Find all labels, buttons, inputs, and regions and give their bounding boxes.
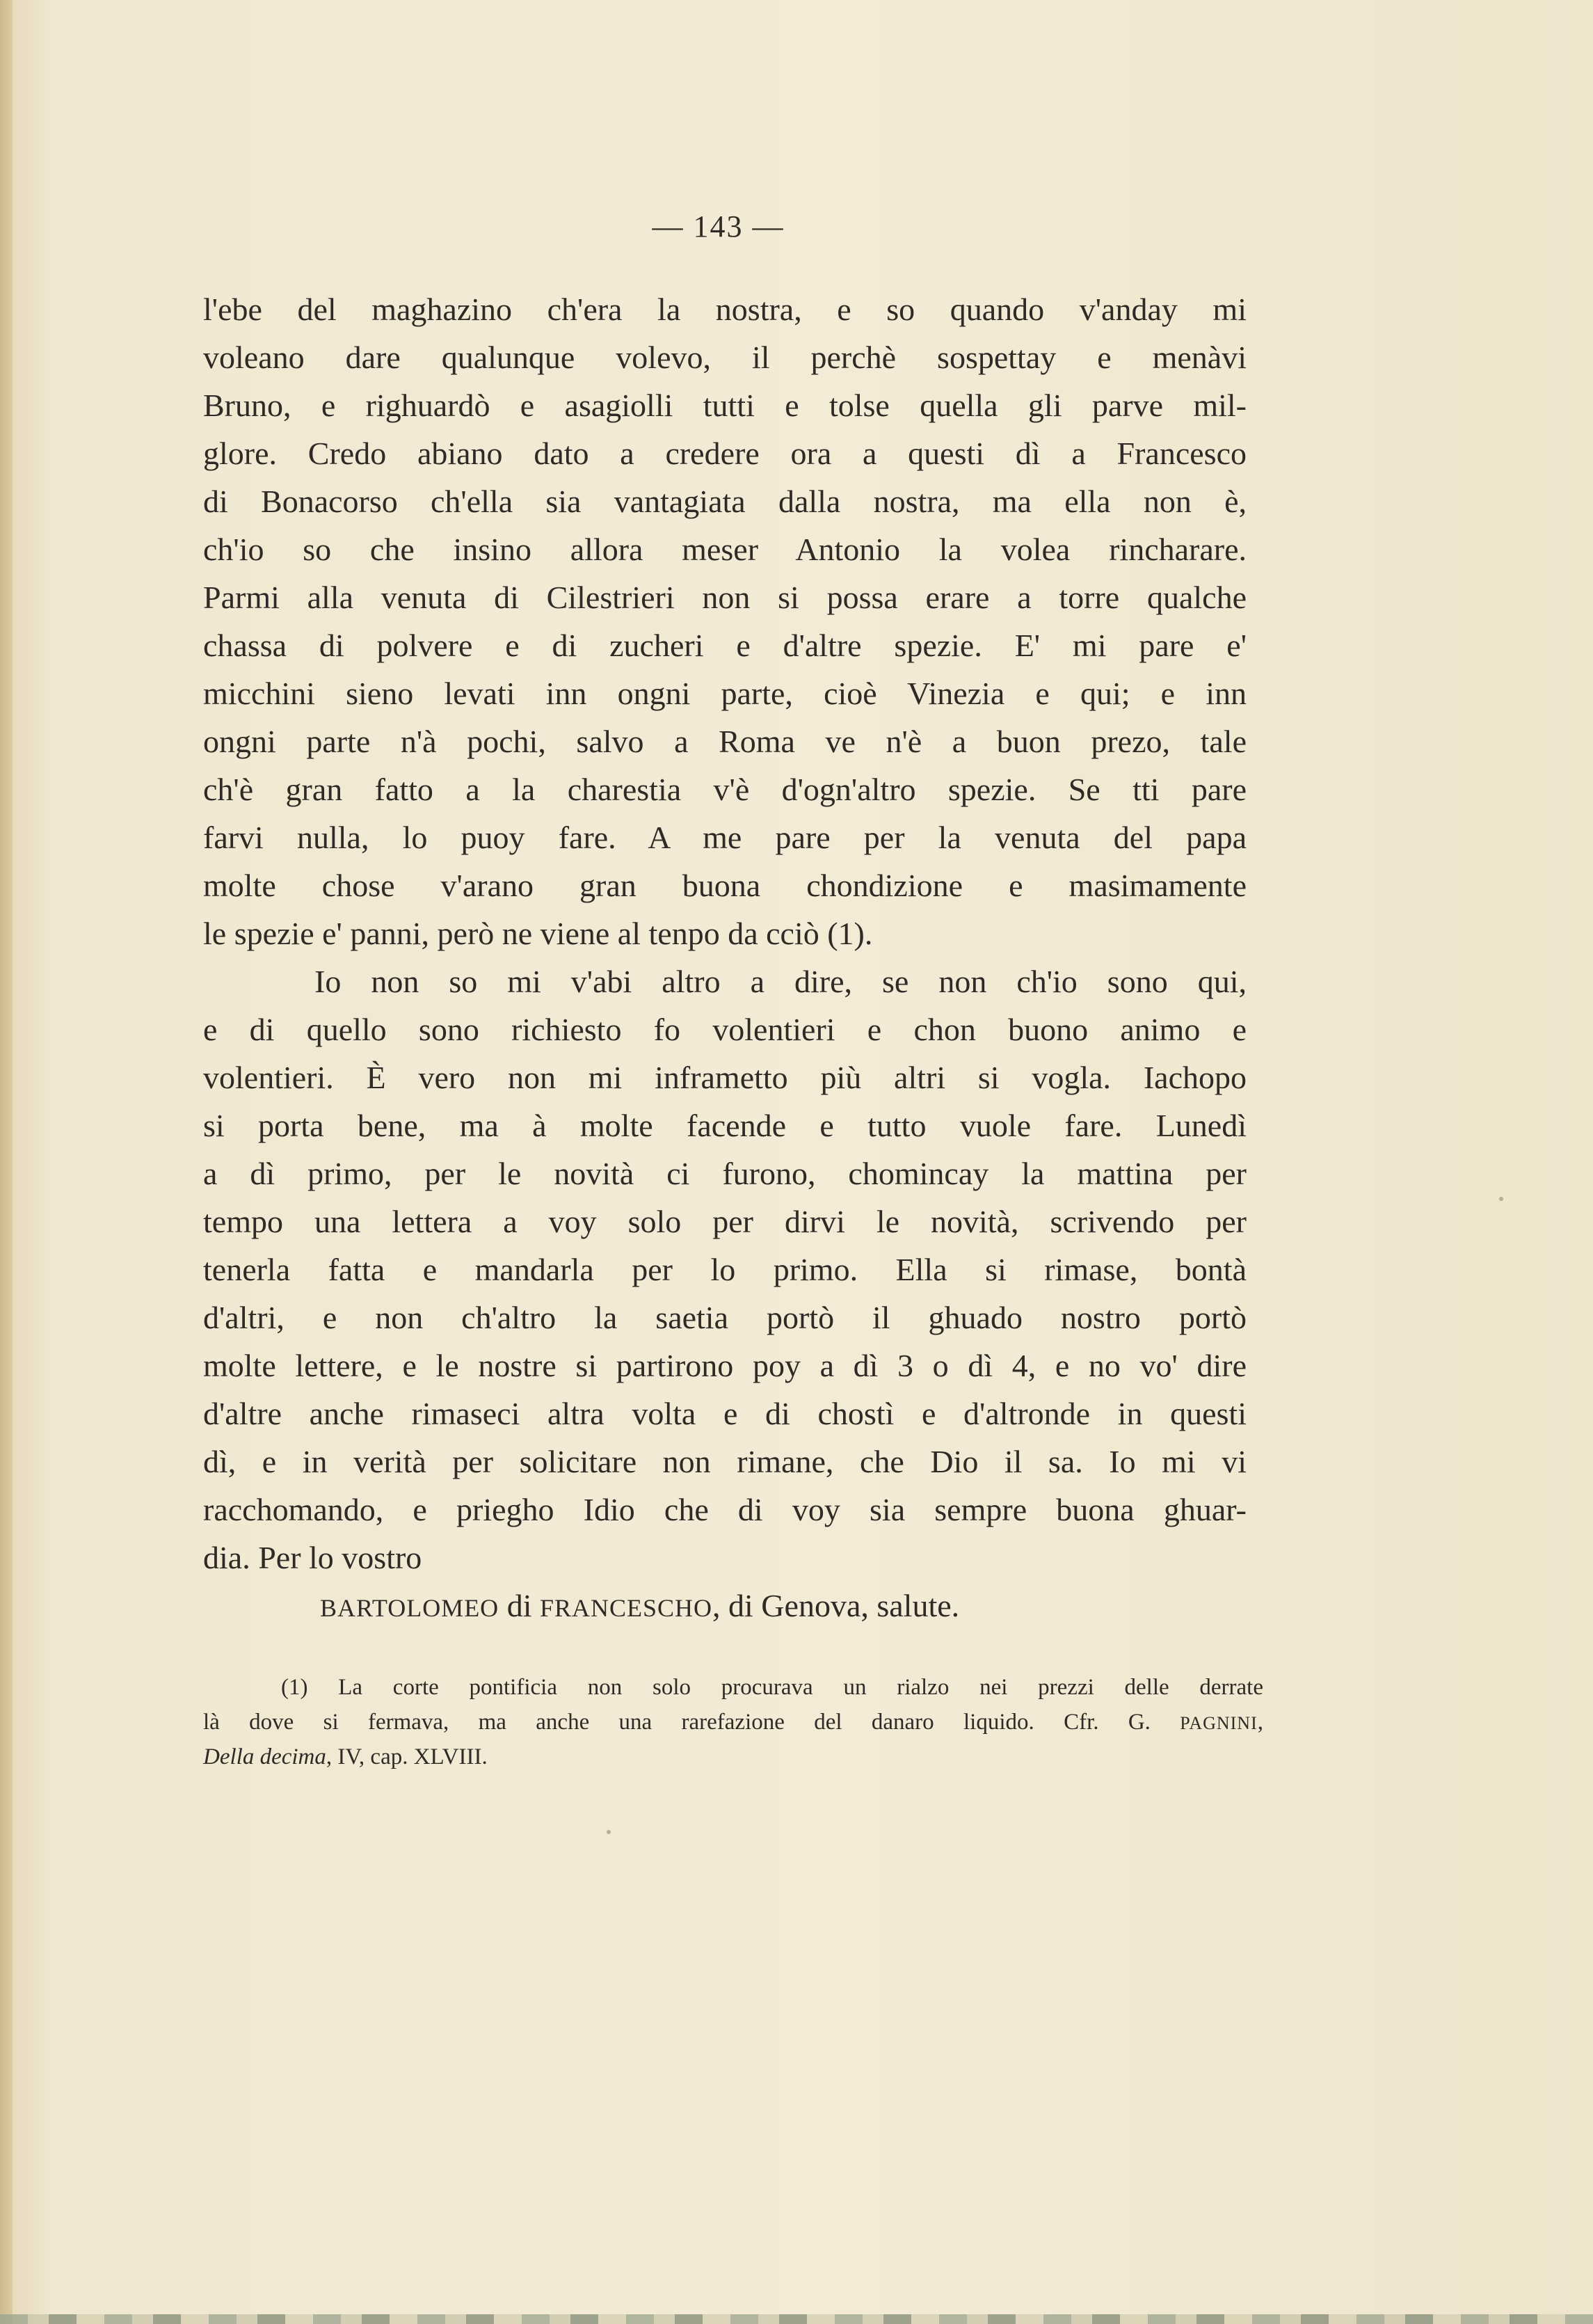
paragraph-start-line: Io non so mi v'abi altro a dire, se non ch'io sono qui, bbox=[314, 964, 1247, 999]
signature-rest: , di Genova, salute. bbox=[712, 1588, 960, 1623]
footnote-line bbox=[203, 1740, 1263, 1774]
text-line: molte lettere, e le nostre si partirono poy a dì 3 o dì 4, e no vo' dire bbox=[203, 1348, 1247, 1383]
text-line: micchini sieno levati inn ongni parte, cioè Vinezia e qui; e inn bbox=[203, 676, 1247, 711]
text-line: d'altre anche rimaseci altra volta e di chostì e d'altronde in questi bbox=[203, 1396, 1247, 1431]
footnote-citation: , IV, cap. XLVIII. bbox=[326, 1744, 488, 1769]
text-line: Parmi alla venuta di Cilestrieri non si possa erare a torre qualche bbox=[203, 580, 1247, 615]
text-line: Bruno, e righuardò e asagiolli tutti e tolse quella gli parve mil- bbox=[203, 388, 1247, 423]
letter-body bbox=[203, 285, 1247, 1630]
text-line: l'ebe del maghazino ch'era la nostra, e so quando v'anday mi bbox=[203, 292, 1247, 327]
text-line: e di quello sono richiesto fo volentieri e chon buono animo e bbox=[203, 1012, 1247, 1047]
text-line: d'altri, e non ch'altro la saetia portò il ghuado nostro portò bbox=[203, 1300, 1247, 1335]
signature-second-name: FRANCESCHO bbox=[539, 1594, 713, 1622]
text-line: di Bonacorso ch'ella sia vantagiata dalla nostra, ma ella non è, bbox=[203, 484, 1247, 519]
text-line: chassa di polvere e di zucheri e d'altre spezie. E' mi pare e' bbox=[203, 628, 1247, 663]
text-line: farvi nulla, lo puoy fare. A me pare per la venuta del papa bbox=[203, 820, 1247, 855]
text-line: dì, e in verità per solicitare non rimane, che Dio il sa. Io mi vi bbox=[203, 1444, 1247, 1479]
text-line: tenerla fatta e mandarla per lo primo. Ella si rimase, bontà bbox=[203, 1252, 1247, 1287]
paper-speck bbox=[607, 1830, 611, 1834]
signature-connector: di bbox=[506, 1588, 532, 1623]
text-line: ch'io so che insino allora meser Antonio la volea rincharare. bbox=[203, 532, 1247, 567]
page-number: — 143 — bbox=[652, 209, 785, 244]
signature-line bbox=[203, 1582, 1247, 1630]
text-line: si porta bene, ma à molte facende e tutto vuole fare. Lunedì bbox=[203, 1108, 1247, 1143]
footnote-line: (1) La corte pontificia non solo procurava un rialzo nei prezzi delle derrate bbox=[281, 1675, 1263, 1700]
signature-first-name: BARTOLOMEO bbox=[320, 1594, 499, 1622]
text-line: tempo una lettera a voy solo per dirvi le novità, scrivendo per bbox=[203, 1204, 1247, 1239]
text-line: molte chose v'arano gran buona chondizione e masimamente bbox=[203, 868, 1247, 903]
text-line: voleano dare qualunque volevo, il perchè sospettay e menàvi bbox=[203, 340, 1247, 375]
paper-speck bbox=[1499, 1197, 1503, 1201]
footnote-comma: , bbox=[1257, 1710, 1263, 1735]
footnote-author: PAGNINI bbox=[1180, 1713, 1258, 1733]
text-line: ongni parte n'à pochi, salvo a Roma ve n'è a buon prezo, tale bbox=[203, 724, 1247, 759]
text-line: racchomando, e priegho Idio che di voy sia sempre buona ghuar- bbox=[203, 1492, 1247, 1527]
page-bottom-edge bbox=[0, 2314, 1593, 2324]
text-line: volentieri. È vero non mi inframetto più altri si vogla. Iachopo bbox=[203, 1060, 1247, 1095]
footnote-line bbox=[203, 1705, 1263, 1740]
text-line: le spezie e' panni, però ne viene al tenpo da cciò (1). bbox=[203, 916, 873, 951]
footnote bbox=[203, 1670, 1263, 1774]
text-line: a dì primo, per le novità ci furono, chomincay la mattina per bbox=[203, 1156, 1247, 1191]
binding-edge bbox=[0, 0, 13, 2324]
footnote-line-2-text: là dove si fermava, ma anche una rarefazione del danaro liquido. Cfr. G. bbox=[203, 1710, 1151, 1735]
footnote-book-title: Della decima bbox=[203, 1744, 326, 1769]
text-line: glore. Credo abiano dato a credere ora a questi dì a Francesco bbox=[203, 436, 1247, 471]
text-line: ch'è gran fatto a la charestia v'è d'ogn'altro spezie. Se tti pare bbox=[203, 772, 1247, 807]
text-line: dia. Per lo vostro bbox=[203, 1540, 422, 1575]
